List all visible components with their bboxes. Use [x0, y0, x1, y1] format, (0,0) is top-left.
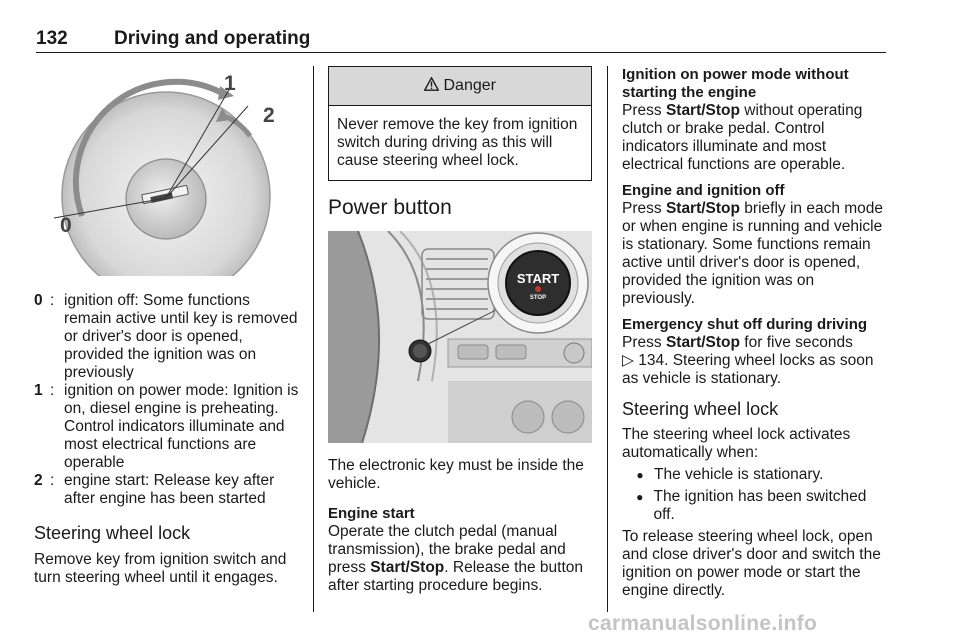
- danger-header: [329, 67, 591, 106]
- engine-off-title: Engine and ignition off: [622, 182, 785, 199]
- definition-text: ignition on power mode: Ignition is on, diesel engine is preheating. Control indicators illuminate and most electrical functions are operable: [64, 382, 299, 471]
- definition-text: engine start: Release key after after engine has been started: [64, 472, 275, 507]
- power-button-illustration: [328, 231, 592, 443]
- definition-row: 2 : engine start: Release key after after engine has been started: [34, 472, 300, 508]
- list-item: ● The vehicle is stationary.: [622, 466, 888, 484]
- figure-label-0: 0: [60, 214, 72, 237]
- steering-lock-heading: Steering wheel lock: [34, 523, 191, 543]
- danger-box: [328, 66, 592, 181]
- start-button-label: START: [516, 271, 560, 286]
- definition-key: 0: [34, 292, 43, 309]
- ignition-switch-illustration: [34, 66, 298, 276]
- watermark: carmanualsonline.info: [588, 612, 818, 635]
- page-header: [36, 28, 886, 53]
- steering-lock-conditions: [622, 466, 888, 524]
- ignition-positions-list: [34, 292, 300, 508]
- emergency-title: Emergency shut off during driving: [622, 316, 868, 333]
- page-reference-icon[interactable]: ▷: [622, 352, 634, 369]
- column-1: [34, 66, 300, 587]
- bullet-icon: ●: [636, 468, 644, 482]
- danger-title: Danger: [443, 77, 496, 94]
- column-divider-2: [607, 66, 608, 612]
- steering-lock-release-text: To release steering wheel lock, open and close driver's door and switch the ignition on power mode or start the engine directly.: [622, 528, 881, 599]
- engine-start-text: Operate the clutch pedal (manual transmission), the brake pedal and press Start/Stop. Release the button after starting procedure begins.: [328, 523, 584, 594]
- column-3: [622, 66, 888, 600]
- list-item: ● The ignition has been switched off.: [622, 488, 888, 524]
- definition-row: 0 : ignition off: Some functions remain active until key is removed or driver's door is opened, provided the ignition was on previously: [34, 292, 300, 382]
- page-number: 132: [36, 28, 68, 49]
- steering-lock-heading-2: Steering wheel lock: [622, 399, 779, 419]
- figure-label-2: 2: [263, 104, 275, 127]
- emergency-text: Press Start/Stop for five seconds ▷ 134. Steering wheel locks as soon as vehicle is stationary.: [622, 334, 874, 387]
- stop-button-label: STOP: [529, 295, 547, 301]
- engine-off-text: Press Start/Stop briefly in each mode or when engine is running and vehicle is stationary. Some functions remain active until driver's door is opened, provided the ignition was on previously.: [622, 200, 884, 307]
- danger-text: Never remove the key from ignition switch during driving as this will cause steering wheel lock.: [337, 116, 578, 169]
- chapter-title: Driving and operating: [114, 28, 311, 49]
- ignition-switch-drawing: [34, 66, 298, 276]
- power-button-heading: Power button: [328, 196, 452, 219]
- definition-key: 1: [34, 382, 43, 399]
- steering-lock-intro: The steering wheel lock activates automatically when:: [622, 426, 851, 461]
- warning-triangle-icon: [424, 77, 443, 94]
- definition-text: ignition off: Some functions remain active until key is removed or driver's door is opened, provided the ignition was on previously: [64, 292, 298, 381]
- dashboard-drawing: [328, 231, 592, 443]
- electronic-key-text: The electronic key must be inside the vehicle.: [328, 457, 584, 492]
- power-mode-title: Ignition on power mode without starting the engine: [622, 66, 849, 101]
- steering-lock-text: Remove key from ignition switch and turn steering wheel until it engages.: [34, 551, 287, 586]
- definition-row: 1 : ignition on power mode: Ignition is on, diesel engine is preheating. Control indicators illuminate and most electrical functions are operable: [34, 382, 299, 471]
- power-mode-text: Press Start/Stop without operating clutch or brake pedal. Control indicators illuminate and most electrical functions are operable.: [622, 102, 863, 173]
- definition-key: 2: [34, 472, 43, 489]
- bullet-icon: ●: [636, 490, 644, 504]
- column-2: [328, 66, 594, 595]
- engine-start-title: Engine start: [328, 505, 415, 522]
- column-divider-1: [313, 66, 314, 612]
- figure-label-1: 1: [224, 72, 236, 95]
